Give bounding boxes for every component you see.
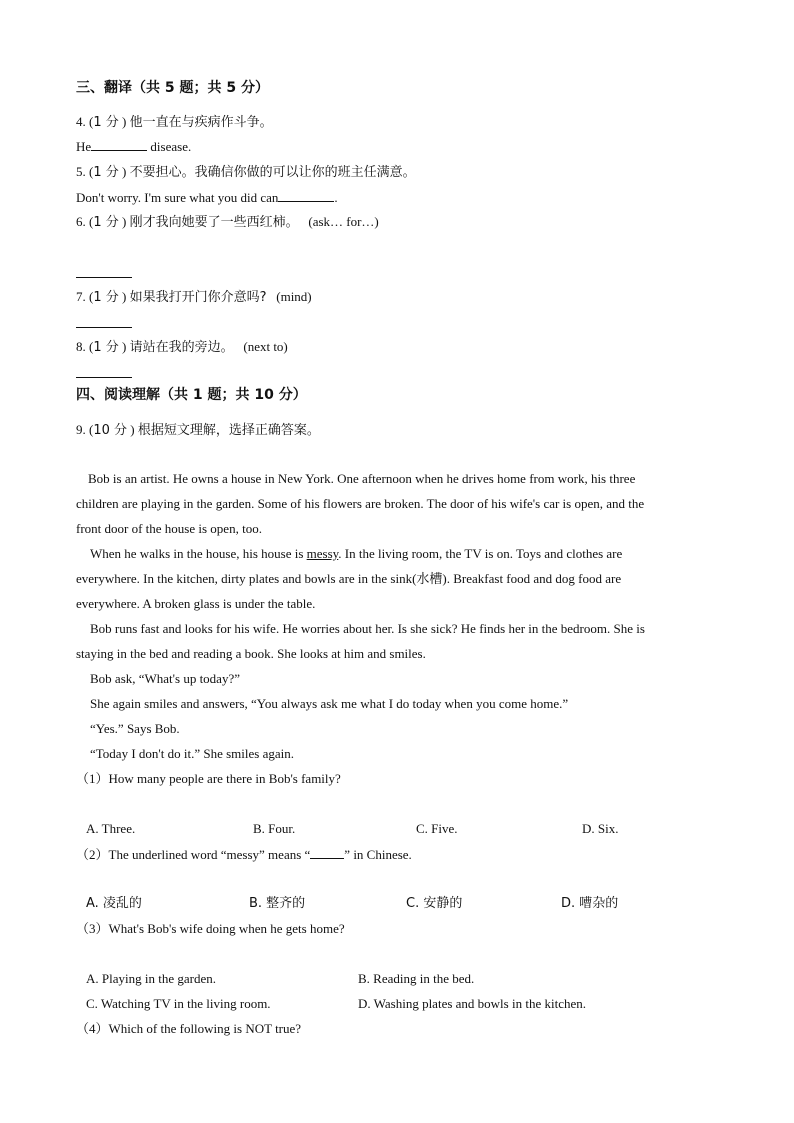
sub1-option-a[interactable]: A. Three. xyxy=(86,821,136,836)
sub-question-4: （4）Which of the following is NOT true? xyxy=(76,1021,302,1036)
p2-text-pre: When he walks in the house, his house is xyxy=(90,546,307,561)
q5-chinese: 不要担心。我确信你做的可以让你的班主任满意。 xyxy=(129,165,416,180)
passage-p1-line1: Bob is an artist. He owns a house in New York. One afternoon when he drives home from work, his three xyxy=(88,471,636,486)
sub3-option-b[interactable]: B. Reading in the bed. xyxy=(358,971,475,986)
sub1-option-d[interactable]: D. Six. xyxy=(582,821,619,836)
q6-number: 6. ( xyxy=(76,214,94,229)
q4-en-post: disease. xyxy=(147,139,192,154)
passage-p2-line3: everywhere. A broken glass is under the table. xyxy=(76,596,316,611)
passage-dialogue-3: “Yes.” Says Bob. xyxy=(90,721,180,736)
question-8 xyxy=(76,339,288,356)
passage-p3-line1: Bob runs fast and looks for his wife. He worries about her. Is she sick? He finds her in the bedroom. She is xyxy=(90,621,645,636)
sub2-option-a[interactable]: A. 凌乱的 xyxy=(86,896,142,911)
question-6 xyxy=(76,214,379,231)
passage-p2-line2: everywhere. In the kitchen, dirty plates and bowls are in the sink(水槽). Breakfast food and dog food are xyxy=(76,571,622,586)
q4-chinese: 他一直在与疾病作斗争。 xyxy=(129,115,273,130)
q5-en-pre: Don't worry. I'm sure what you did can xyxy=(76,190,279,205)
q8-chinese: 请站在我的旁边。 xyxy=(129,340,234,355)
passage-dialogue-4: “Today I don't do it.” She smiles again. xyxy=(90,746,294,761)
q5-score: 1 分 xyxy=(93,165,119,180)
sub3-option-c[interactable]: C. Watching TV in the living room. xyxy=(86,996,271,1011)
q5-number: 5. ( xyxy=(76,164,94,179)
sub3-option-a[interactable]: A. Playing in the garden. xyxy=(86,971,216,986)
q7-score: 1 分 xyxy=(93,290,119,305)
section-4-title: 四、阅读理解（共 1 题；共 10 分） xyxy=(76,387,307,403)
q9-number: 9. ( xyxy=(76,422,94,437)
q8-number: 8. ( xyxy=(76,339,94,354)
q6-score: 1 分 xyxy=(93,215,119,230)
q9-score: 10 分 xyxy=(93,423,128,438)
q9-close: ) xyxy=(130,422,135,437)
q6-close: ) xyxy=(122,214,127,229)
sub2-q-post: ” in Chinese. xyxy=(344,847,412,862)
section-3-title: 三、翻译（共 5 题；共 5 分） xyxy=(76,80,269,96)
q6-hint: (ask… for…) xyxy=(308,214,379,229)
q6-chinese: 刚才我向她要了一些西红柿。 xyxy=(129,215,299,230)
sub2-blank[interactable] xyxy=(310,846,344,859)
sub-question-1: （1）How many people are there in Bob's family? xyxy=(76,771,341,786)
q7-number: 7. ( xyxy=(76,289,94,304)
question-7 xyxy=(76,289,312,306)
q4-answer-line xyxy=(76,138,191,155)
sub2-q-pre: （2）The underlined word “messy” means “ xyxy=(76,847,311,862)
passage-p1-line3: front door of the house is open, too. xyxy=(76,521,262,536)
sub2-option-b[interactable]: B. 整齐的 xyxy=(249,896,306,911)
q7-answer-blank[interactable] xyxy=(76,327,132,328)
q4-en-pre: He xyxy=(76,139,92,154)
underlined-word-messy: messy xyxy=(306,546,339,561)
question-9 xyxy=(76,422,320,439)
passage-p3-line2: staying in the bed and reading a book. She looks at him and smiles. xyxy=(76,646,426,661)
sub2-option-c[interactable]: C. 安静的 xyxy=(406,896,463,911)
q9-instruction: 根据短文理解，选择正确答案。 xyxy=(137,423,320,438)
q5-close: ) xyxy=(122,164,127,179)
q5-answer-line xyxy=(76,189,338,206)
q5-en-post: . xyxy=(334,190,338,205)
q6-answer-blank[interactable] xyxy=(76,277,132,278)
sub1-option-c[interactable]: C. Five. xyxy=(416,821,458,836)
q5-blank[interactable] xyxy=(278,189,334,202)
sub2-option-d[interactable]: D. 嘈杂的 xyxy=(561,896,619,911)
passage-dialogue-2: She again smiles and answers, “You always ask me what I do today when you come home.” xyxy=(90,696,569,711)
q7-hint: (mind) xyxy=(276,289,312,304)
q8-score: 1 分 xyxy=(93,340,119,355)
passage-p1-line2: children are playing in the garden. Some of his flowers are broken. The door of his wife's car is open, and the xyxy=(76,496,645,511)
sub-question-3: （3）What's Bob's wife doing when he gets home? xyxy=(76,921,345,936)
passage-p2-line1 xyxy=(90,546,622,562)
sub-question-2 xyxy=(76,846,412,863)
p2-text-post: . In the living room, the TV is on. Toys and clothes are xyxy=(338,546,623,561)
q8-answer-blank[interactable] xyxy=(76,377,132,378)
passage-dialogue-1: Bob ask, “What's up today?” xyxy=(90,671,240,686)
sub3-option-d[interactable]: D. Washing plates and bowls in the kitchen. xyxy=(358,996,586,1011)
q7-chinese: 如果我打开门你介意吗? xyxy=(129,290,267,305)
q7-close: ) xyxy=(122,289,127,304)
question-4 xyxy=(76,114,273,131)
question-5 xyxy=(76,164,416,181)
q4-close: ) xyxy=(122,114,127,129)
q8-close: ) xyxy=(122,339,127,354)
q4-blank[interactable] xyxy=(91,138,147,151)
q4-number: 4. ( xyxy=(76,114,94,129)
sub1-option-b[interactable]: B. Four. xyxy=(253,821,296,836)
q4-score: 1 分 xyxy=(93,115,119,130)
q8-hint: (next to) xyxy=(243,339,288,354)
